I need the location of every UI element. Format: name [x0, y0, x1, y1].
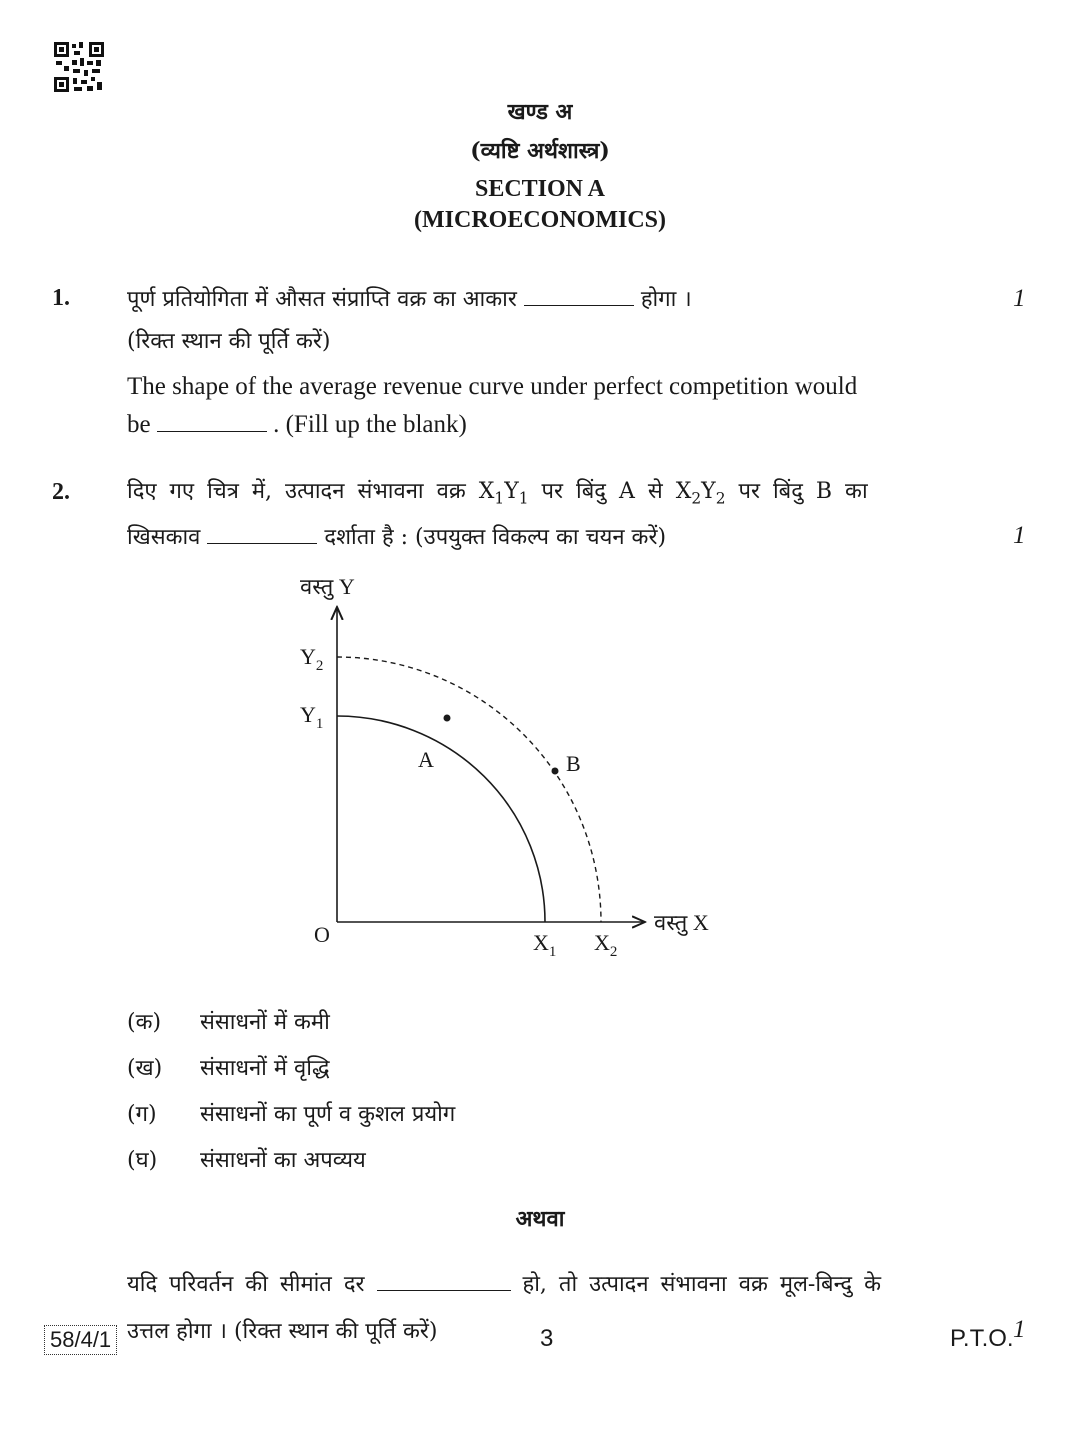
- q2-text-after-blank: दर्शाता है : (उपयुक्त विकल्प का चयन करें): [324, 525, 667, 550]
- question-1-marks: 1: [1013, 285, 1026, 312]
- q1-hindi-text-after-blank: होगा ।: [640, 287, 692, 312]
- alt-text-before-blank: यदि परिवर्तन की सीमांत दर: [127, 1272, 365, 1297]
- section-heading-hindi: खण्ड अ: [507, 99, 573, 125]
- option-gha-text: संसाधनों का अपव्यय: [200, 1148, 366, 1173]
- y2-label: $Y_2$: [300, 644, 324, 674]
- section-heading-english: SECTION A: [474, 176, 606, 202]
- q2-sub-4: 2: [715, 489, 726, 508]
- or-label: अथवा: [515, 1206, 565, 1232]
- subject-heading-hindi: (व्यष्टि अर्थशास्त्र): [470, 138, 610, 164]
- option-kha-text: संसाधनों में वृद्धि: [200, 1056, 330, 1081]
- point-a-label: A: [418, 747, 434, 772]
- q1-english-text-before-blank: be: [127, 411, 151, 438]
- q2-text-part-e: पर बिंदु B का: [725, 479, 868, 504]
- q1-hindi-text-before-blank: पूर्ण प्रतियोगिता में औसत संप्राप्ति वक्र का आकार: [127, 287, 517, 312]
- ppc-curve-x1y1: [337, 716, 545, 922]
- option-ga-label: (ग): [127, 1102, 157, 1127]
- question-2-marks: 1: [1013, 522, 1026, 549]
- pto-label: P.T.O.: [950, 1325, 1014, 1352]
- y-axis-label: वस्तु Y: [300, 574, 355, 599]
- option-ka-label: (क): [127, 1010, 162, 1035]
- alt-question-line-2: उत्तल होगा । (रिक्त स्थान की पूर्ति करें): [127, 1319, 438, 1344]
- q2-text-part-a: दिए गए चित्र में, उत्पादन संभावना वक्र X: [127, 479, 495, 504]
- q2-text-part-b: Y: [504, 479, 519, 504]
- alt-text-after-blank: हो, तो उत्पादन संभावना वक्र मूल-बिन्दु के: [522, 1272, 881, 1297]
- q2-sub-3: 2: [691, 489, 702, 508]
- option-ka-text: संसाधनों में कमी: [200, 1010, 330, 1035]
- question-1-number: 1.: [52, 285, 70, 311]
- alt-question-marks: 1: [1013, 1316, 1026, 1343]
- subject-heading-english: (MICROECONOMICS): [414, 207, 666, 233]
- q2-text-part-d: Y: [701, 479, 716, 504]
- x2-label: $X_2$: [594, 930, 618, 960]
- question-2-number: 2.: [52, 479, 70, 505]
- q2-text-part-c: पर बिंदु A से X: [528, 479, 692, 504]
- paper-code: 58/4/1: [44, 1325, 117, 1355]
- question-1-hindi-line-2: (रिक्त स्थान की पूर्ति करें): [127, 329, 331, 354]
- point-a-dot: [444, 715, 451, 722]
- alt-question-line-1: [127, 1268, 881, 1298]
- x-axis-label: वस्तु X: [654, 910, 709, 935]
- q1-english-text-after-blank: . (Fill up the blank): [273, 411, 467, 438]
- point-b-label: B: [566, 751, 581, 776]
- question-1-english-line-1: The shape of the average revenue curve under perfect competition would: [127, 373, 858, 400]
- option-kha-label: (ख): [127, 1056, 163, 1081]
- option-ga-text: संसाधनों का पूर्ण व कुशल प्रयोग: [200, 1102, 456, 1127]
- x1-label: $X_1$: [533, 930, 557, 960]
- q2-text-before-blank: खिसकाव: [127, 525, 201, 550]
- alt-blank: [377, 1272, 511, 1291]
- y1-label: $Y_1$: [300, 702, 324, 732]
- ppc-curve-x2y2: [337, 657, 601, 922]
- q2-sub-1: 1: [494, 489, 505, 508]
- q2-sub-2: 1: [518, 489, 529, 508]
- origin-label: O: [314, 922, 330, 947]
- page-number: 3: [540, 1325, 554, 1352]
- point-b-dot: [552, 768, 559, 775]
- option-gha-label: (घ): [127, 1148, 158, 1173]
